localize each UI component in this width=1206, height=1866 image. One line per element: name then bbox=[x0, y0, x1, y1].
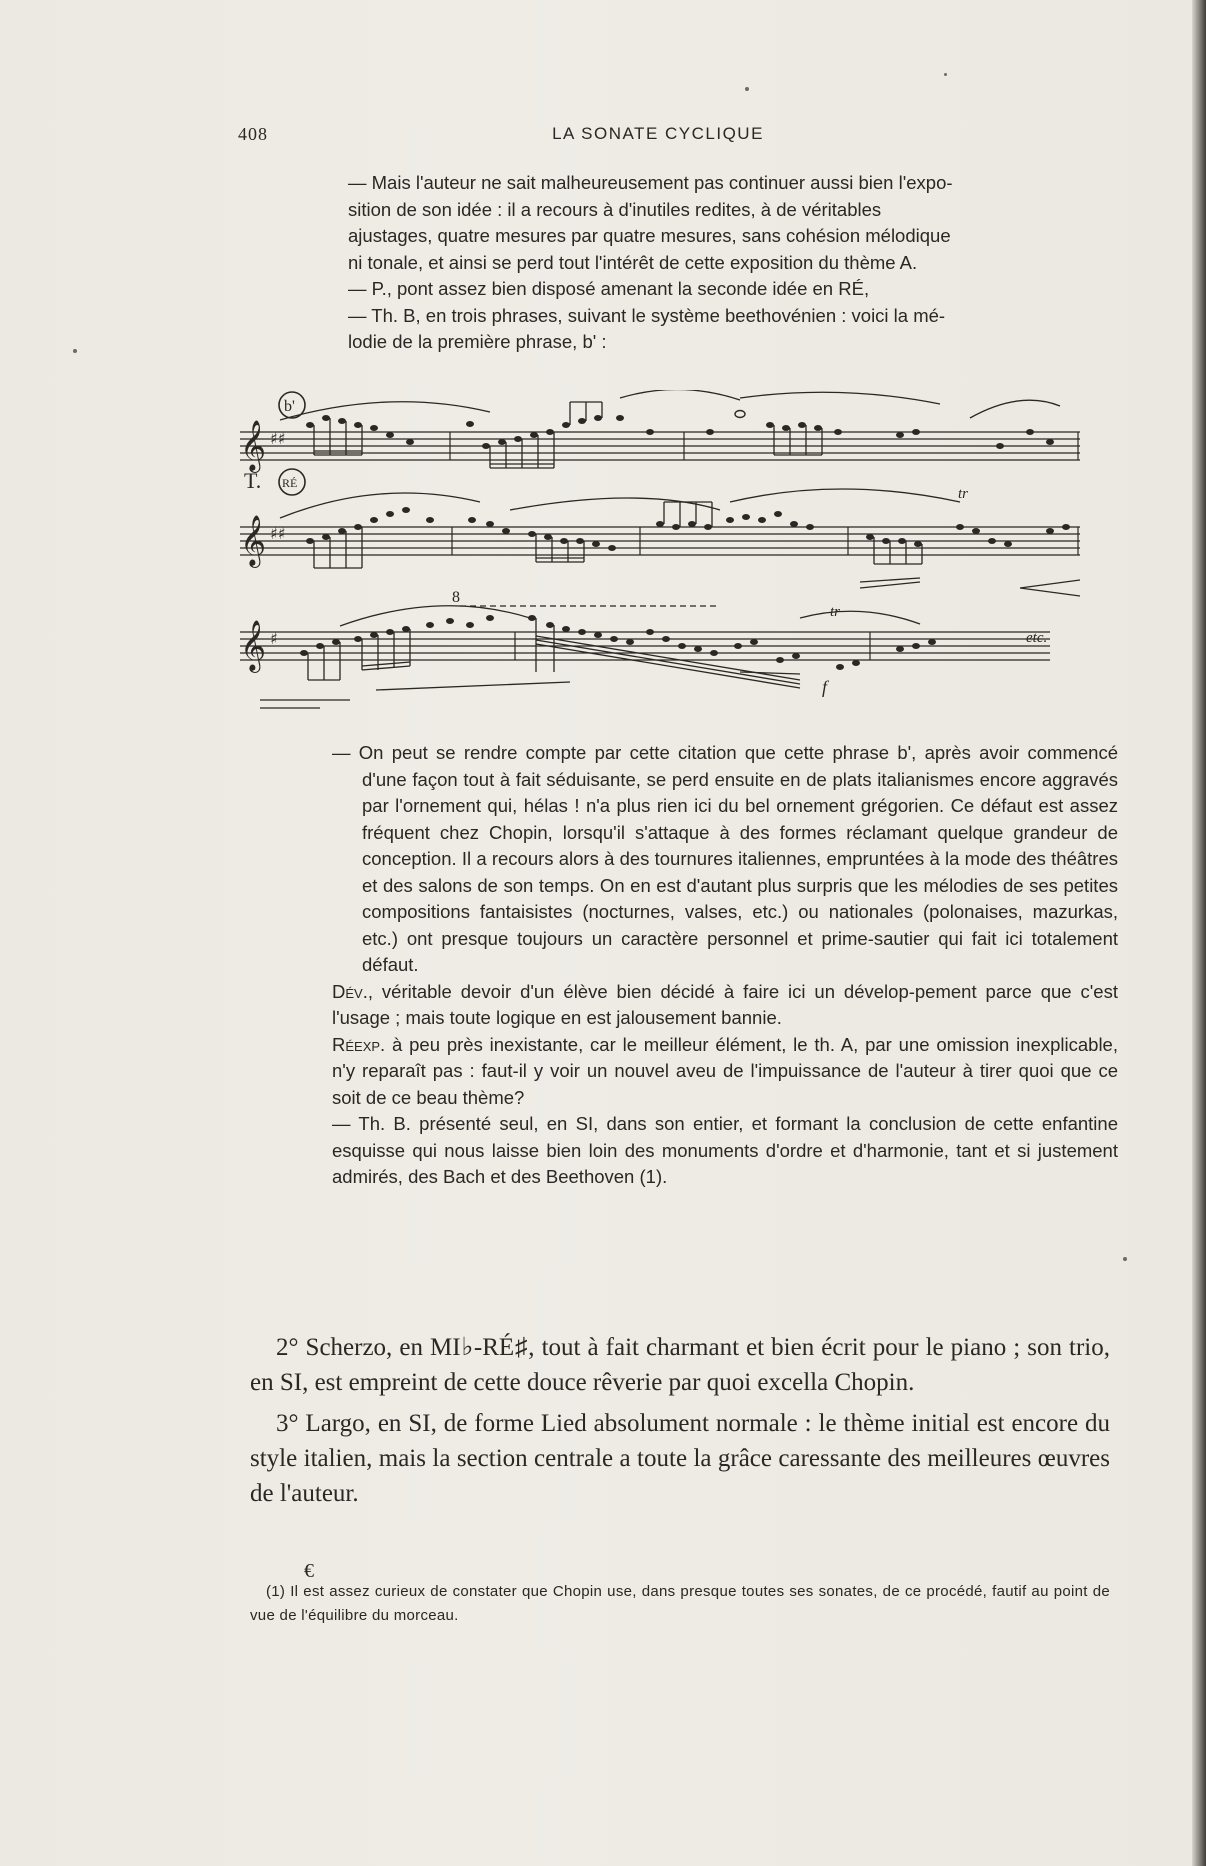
treble-clef: 𝄞 bbox=[240, 620, 267, 671]
staff-2 bbox=[240, 527, 1080, 555]
movements-text bbox=[250, 1330, 1110, 1511]
key-signature: ♯ bbox=[270, 629, 278, 648]
paragraph-scherzo: 2° Scherzo, en MI♭-RÉ♯, tout à fait charmant et bien écrit pour le piano ; son trio, en SI, est empreint de cette douce rêverie par quoi excella Chopin. bbox=[250, 1334, 1110, 1396]
key-prefix: T. bbox=[244, 468, 262, 493]
notes-staff-1 bbox=[306, 411, 1054, 450]
notes-staff-3 bbox=[300, 615, 936, 670]
phrase-label: b' bbox=[284, 398, 295, 415]
staff-1 bbox=[240, 432, 1080, 460]
treble-clef: 𝄞 bbox=[240, 515, 267, 566]
reexp-label: Réexp. bbox=[332, 1033, 386, 1055]
speck bbox=[1123, 1257, 1127, 1261]
paragraph-dev bbox=[332, 979, 1118, 1032]
trill-mark: tr bbox=[830, 604, 841, 620]
treble-clef: 𝄞 bbox=[240, 420, 267, 471]
beams-staff-3 bbox=[260, 606, 920, 708]
paragraph-citation: — On peut se rendre compte par cette citation que cette phrase b', après avoir commencé d'une façon tout à fait séduisante, se perd ensuite en de plats italianismes encore aggravés par l'ornement qui, hélas ! n'a plus rien ici du bel ornement grégorien. Ce défaut est assez fréquent chez Chopin, lorsqu'il s'attaque à des formes réclamant quelque grandeur de conception. Il a recours alors à des tournures italiennes, empruntées à la mode des théâtres et des salons de son temps. On en est d'autant plus surpris que les mélodies de ses petites compositions fantaisistes (nocturnes, valses, etc.) ou nationales (polonaises, mazurkas, etc.) ont presque toujours un caractère personnel et prime-sautier qui fait ici totalement défaut. bbox=[332, 742, 1118, 975]
commentary-paragraphs bbox=[332, 740, 1118, 1191]
text-line: lodie de la première phrase, b' : bbox=[348, 331, 607, 352]
etc-mark: etc. bbox=[1026, 630, 1048, 646]
footnote bbox=[250, 1580, 1110, 1628]
speck bbox=[73, 349, 77, 353]
dev-text: , véritable devoir d'un élève bien décidé à faire ici un dévelop-pement parce que c'est l'usage ; mais toute logique en est jalousement bannie. bbox=[332, 980, 1118, 1028]
key-signature: ♯♯ bbox=[270, 524, 286, 543]
dev-label: Dév. bbox=[332, 980, 368, 1002]
beams-staff-2 bbox=[280, 489, 1080, 596]
text-line: — Th. B, en trois phrases, suivant le système beethovénien : voici la mé- bbox=[348, 304, 946, 326]
paragraph-reexp bbox=[332, 1032, 1118, 1112]
running-title: LA SONATE CYCLIQUE bbox=[552, 124, 764, 143]
text-line: sition de son idée : il a recours à d'inutiles redites, à de véritables bbox=[348, 198, 882, 220]
octave-mark: 8 bbox=[452, 589, 460, 606]
trill-mark: tr bbox=[958, 486, 969, 502]
footnote-text: (1) Il est assez curieux de constater que Chopin use, dans presque toutes ses sonates, de ce procédé, fautif au point de vue de l'équilibre du morceau. bbox=[250, 1583, 1110, 1624]
top-paragraphs bbox=[348, 170, 1116, 356]
paragraph-thb: — Th. B. présenté seul, en SI, dans son entier, et formant la conclusion de cette enfantine esquisse qui nous laisse bien loin des monuments d'ordre et d'harmonie, tant et si justement admirés, des Bach et des Beethoven (1). bbox=[332, 1113, 1118, 1187]
notes-staff-2 bbox=[306, 507, 1070, 551]
binding-gutter bbox=[1192, 0, 1206, 1866]
paragraph-largo: 3° Largo, en SI, de forme Lied absolument normale : le thème initial est encore du style italien, mais la section centrale a toute la grâce caressante des meilleures œuvres de l'auteur. bbox=[250, 1410, 1110, 1507]
beams-staff-1 bbox=[280, 390, 1060, 468]
music-score bbox=[240, 390, 1080, 710]
text-line: ajustages, quatre mesures par quatre mesures, sans cohésion mélodique bbox=[348, 225, 951, 246]
footnote-mark: € bbox=[304, 1560, 314, 1582]
key-signature: ♯♯ bbox=[270, 429, 286, 448]
key-label: RÉ bbox=[282, 476, 298, 490]
speck bbox=[745, 87, 749, 91]
text-line: ni tonale, et ainsi se perd tout l'intérêt de cette exposition du thème A. bbox=[348, 251, 918, 273]
text-line: — Mais l'auteur ne sait malheureusement pas continuer aussi bien l'expo- bbox=[348, 172, 953, 193]
page-number: 408 bbox=[238, 124, 268, 144]
reexp-text: à peu près inexistante, car le meilleur élément, le th. A, par une omission inexplicable, n'y reparaît pas : faut-il y voir un nouvel aveu de l'impuissance de l'auteur à tirer quoi que ce soit de ce beau thème? bbox=[332, 1033, 1118, 1108]
page-header bbox=[238, 124, 1018, 154]
dynamic-forte: f bbox=[822, 677, 828, 697]
speck bbox=[944, 73, 947, 76]
text-line: — P., pont assez bien disposé amenant la seconde idée en RÉ, bbox=[348, 278, 870, 299]
